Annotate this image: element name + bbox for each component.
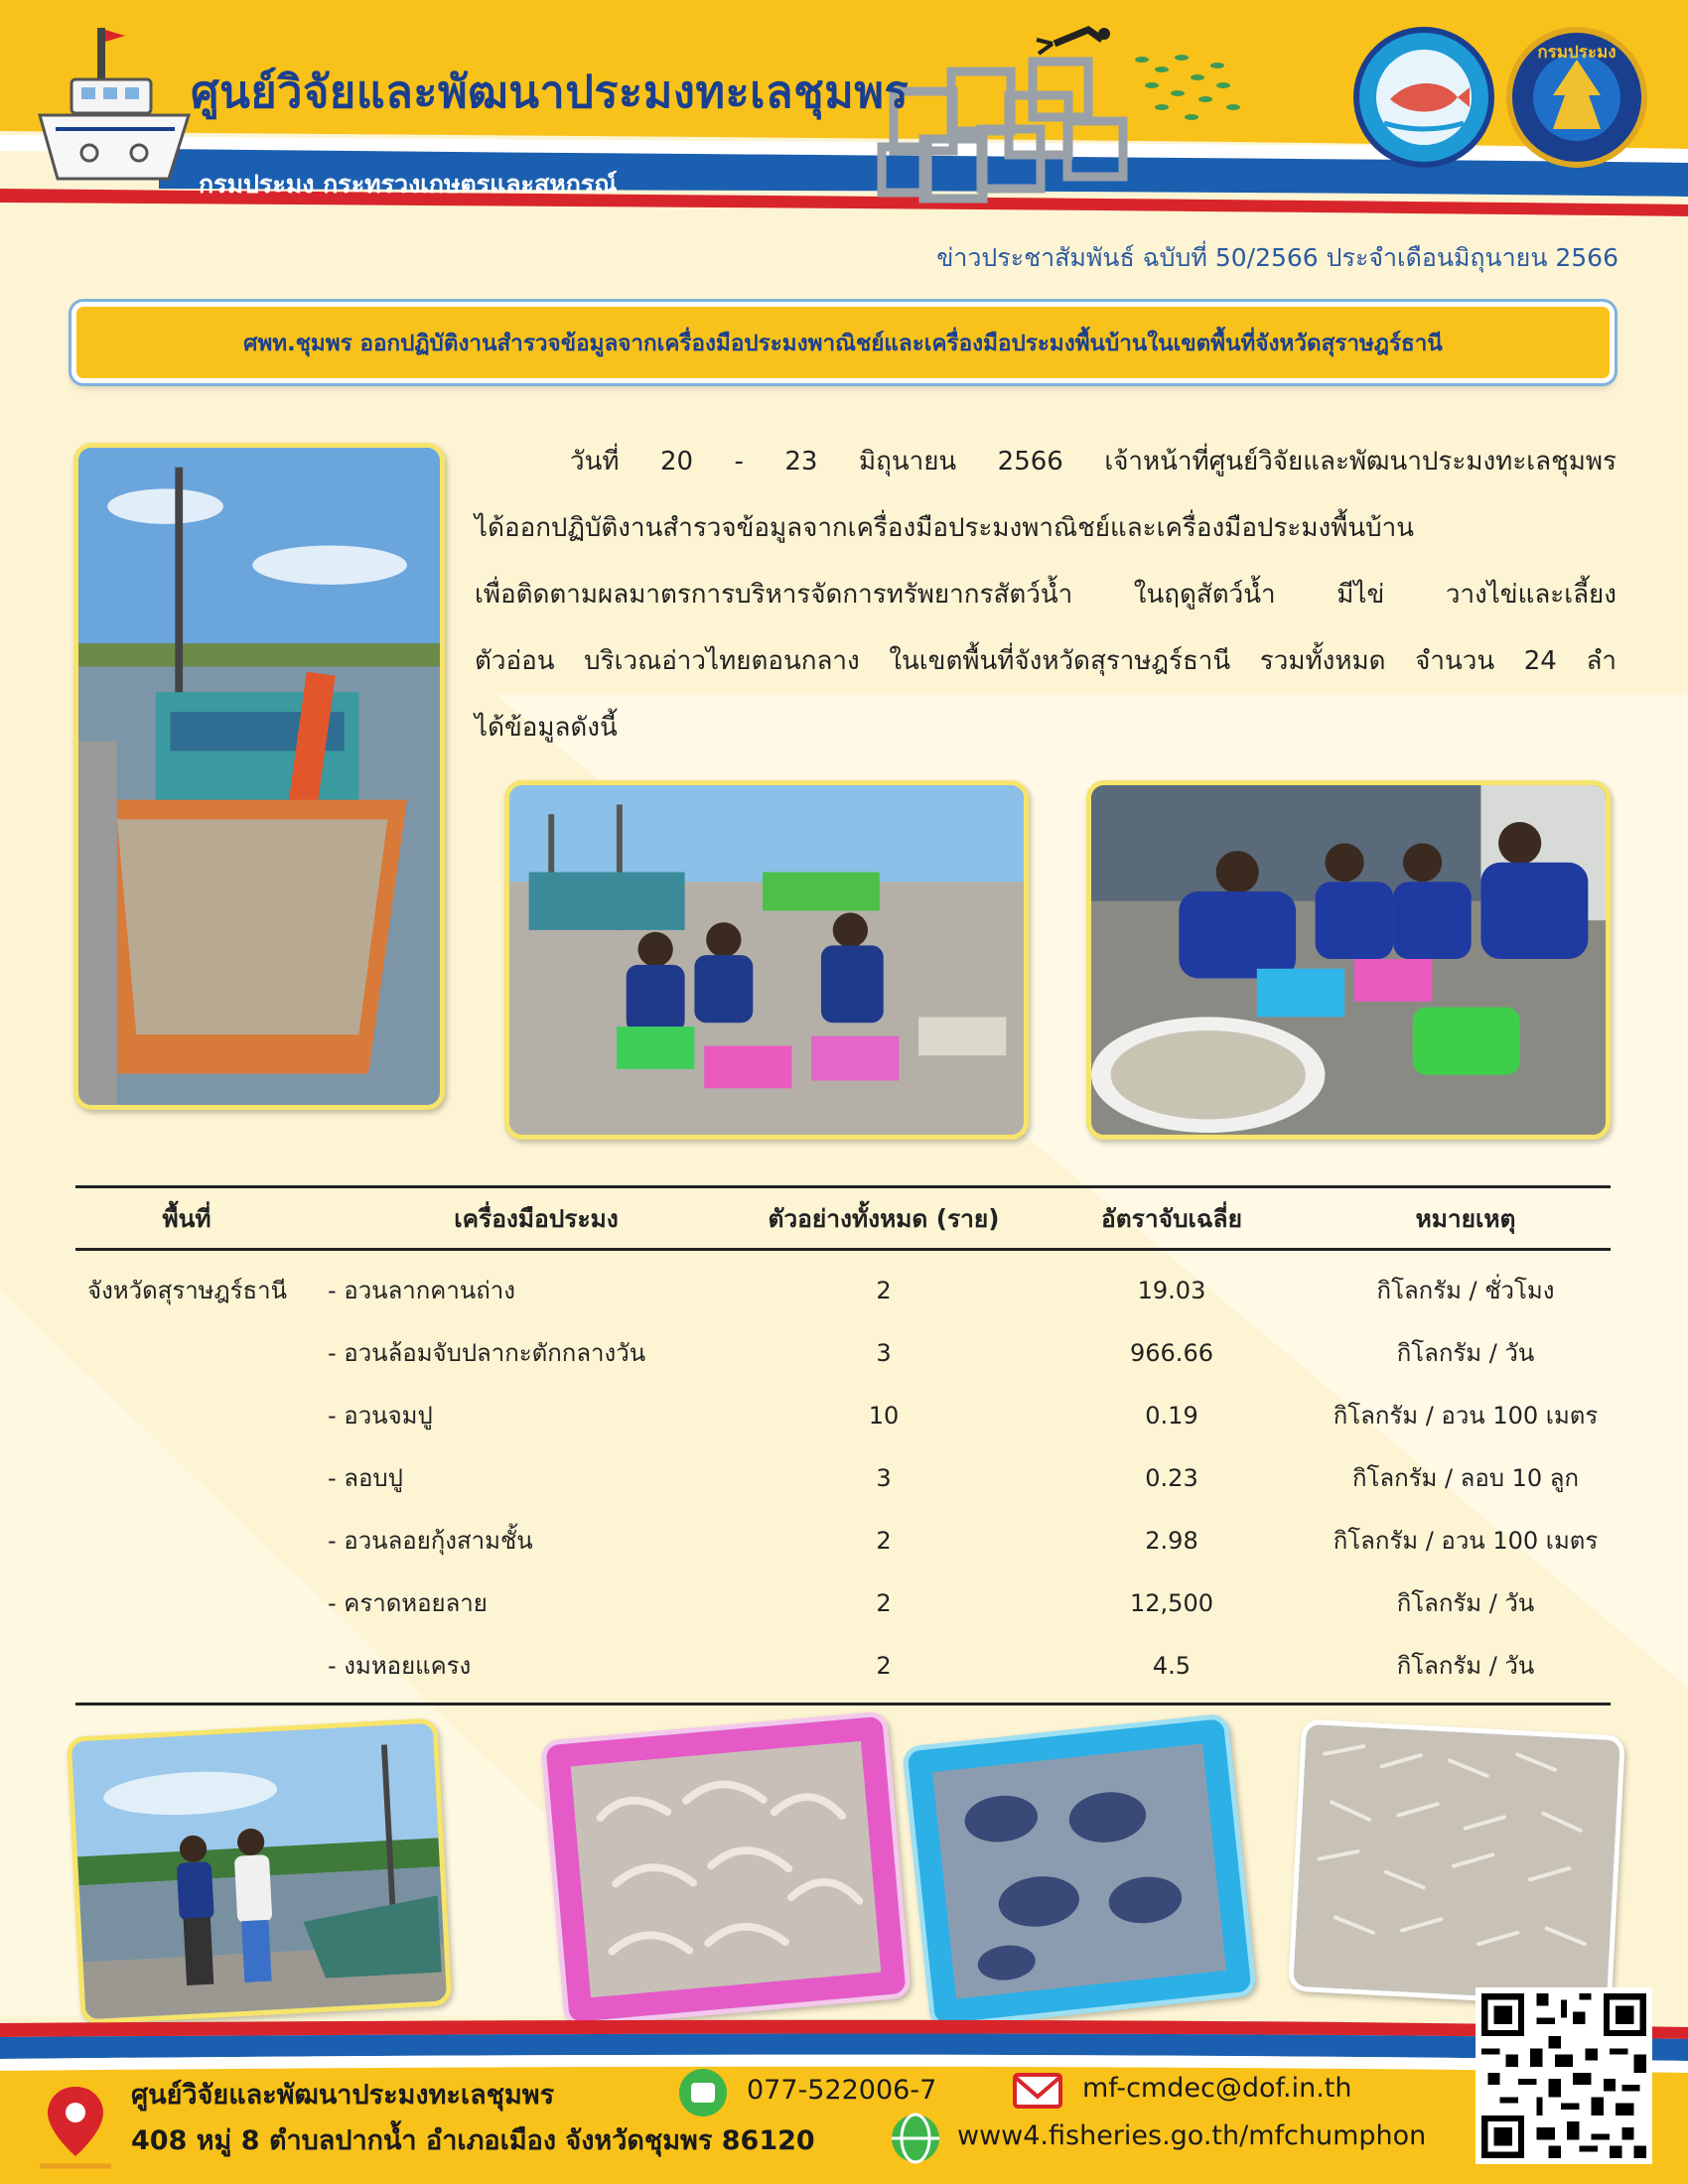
site-title: ศูนย์วิจัยและพัฒนาประมงทะเลชุมพร — [191, 66, 910, 118]
issue-line: ข่าวประชาสัมพันธ์ ฉบับที่ 50/2566 ประจำเดือนมิถุนายน 2566 — [936, 243, 1618, 272]
cell-rate: 0.23 — [1145, 1463, 1198, 1492]
cell-gear: - ลอบปู — [328, 1464, 403, 1492]
cell-rate: 0.19 — [1145, 1401, 1198, 1430]
photo-shrimp-basket — [540, 1710, 912, 2027]
table-row — [75, 1384, 1611, 1446]
body-line: ได้ออกปฏิบัติงานสำรวจข้อมูลจากเครื่องมือประมงพาณิชย์และเครื่องมือประมงพื้นบ้าน — [475, 513, 1414, 543]
table-row — [75, 1259, 1611, 1321]
footer-org: ศูนย์วิจัยและพัฒนาประมงทะเลชุมพร — [131, 2080, 555, 2111]
cell-note: กิโลกรัม / อวน 100 เมตร — [1333, 1527, 1599, 1555]
cell-gear: - อวนลอยกุ้งสามชั้น — [328, 1527, 533, 1555]
cell-samples: 3 — [876, 1463, 892, 1492]
page-footer — [0, 2017, 1688, 2184]
catch-data-table — [75, 1185, 1611, 1706]
cell-note: กิโลกรัม / ชั่วโมง — [1376, 1277, 1555, 1304]
photo-pier-interview — [67, 1717, 453, 2024]
photo-anchovy-catch — [1288, 1719, 1625, 2008]
header-area: พื้นที่ — [162, 1203, 211, 1233]
footer-address: 408 หมู่ 8 ตำบลปากน้ำ อำเภอเมือง จังหวัดชุมพร 86120 — [131, 2125, 815, 2156]
cell-rate: 12,500 — [1130, 1588, 1213, 1617]
cell-gear: - อวนลากคานถ่าง — [328, 1277, 515, 1304]
table-row — [75, 1634, 1611, 1697]
email-icon — [1015, 2075, 1060, 2107]
cell-samples: 2 — [876, 1588, 892, 1617]
cell-samples: 3 — [876, 1338, 892, 1367]
table-row — [75, 1446, 1611, 1509]
headline-box — [71, 302, 1615, 383]
table-row — [75, 1509, 1611, 1571]
ministry-subtitle: กรมประมง กระทรวงเกษตรและสหกรณ์ — [199, 170, 618, 199]
photo-fishing-boat — [73, 443, 445, 1110]
website-icon — [892, 2115, 939, 2162]
header-note: หมายเหตุ — [1415, 1203, 1516, 1233]
photo-crab-basket — [902, 1713, 1257, 2030]
body-line: เพื่อติดตามผลมาตรการบริหารจัดการทรัพยากรสัตว์น้ำ ในฤดูสัตว์น้ำ มีไข่ วางไข่และเลี้ยง — [475, 580, 1617, 610]
research-center-logo — [1356, 30, 1491, 165]
cell-gear: - อวนจมปู — [328, 1402, 433, 1430]
table-header-row — [75, 1188, 1611, 1248]
cell-samples: 2 — [876, 1526, 892, 1555]
body-line: วันที่ 20 - 23 มิถุนายน 2566 เจ้าหน้าที่ศูนย์วิจัยและพัฒนาประมงทะเลชุมพร — [570, 447, 1617, 477]
cell-rate: 2.98 — [1145, 1526, 1198, 1555]
header-rate: อัตราจับเฉลี่ย — [1101, 1203, 1242, 1233]
cell-note: กิโลกรัม / อวน 100 เมตร — [1333, 1402, 1599, 1430]
svg-text:กรมประมง: กรมประมง — [1537, 43, 1617, 63]
photo-staff-measuring-fish — [1086, 780, 1611, 1140]
page-header — [0, 0, 1688, 220]
table-row — [75, 1571, 1611, 1634]
cell-note: กิโลกรัม / วัน — [1396, 1652, 1535, 1680]
cell-gear: - คราดหอยลาย — [328, 1589, 488, 1617]
table-bottom-rule — [75, 1703, 1611, 1706]
headline-text: ศพท.ชุมพร ออกปฏิบัติงานสำรวจข้อมูลจากเครื่องมือประมงพาณิชย์และเครื่องมือประมงพื้นบ้านในเขตพื้นที่จังหวัดสุราษฎร์ธานี — [243, 331, 1443, 356]
footer-website[interactable]: www4.fisheries.go.th/mfchumphon — [957, 2120, 1427, 2151]
cell-rate: 966.66 — [1130, 1338, 1213, 1367]
cell-samples: 2 — [876, 1276, 892, 1304]
header-gear: เครื่องมือประมง — [454, 1203, 619, 1233]
cell-rate: 4.5 — [1152, 1651, 1192, 1680]
cell-samples: 10 — [868, 1401, 900, 1430]
cell-gear: - อวนล้อมจับปลากะตักกลางวัน — [328, 1339, 646, 1367]
cell-area: จังหวัดสุราษฎร์ธานี — [87, 1277, 288, 1304]
qr-code — [1476, 1987, 1652, 2164]
phone-icon — [679, 2069, 727, 2116]
department-of-fisheries-seal — [1509, 30, 1644, 165]
cell-rate: 19.03 — [1137, 1276, 1206, 1304]
table-row — [75, 1321, 1611, 1384]
cell-note: กิโลกรัม / วัน — [1396, 1589, 1535, 1617]
photo-staff-sorting-catch — [504, 780, 1029, 1140]
header-samples: ตัวอย่างทั้งหมด (ราย) — [768, 1203, 1000, 1233]
cell-note: กิโลกรัม / วัน — [1396, 1339, 1535, 1367]
cell-note: กิโลกรัม / ลอบ 10 ลูก — [1351, 1464, 1580, 1492]
cell-gear: - งมหอยแครง — [328, 1652, 472, 1680]
body-line: ได้ข้อมูลดังนี้ — [475, 713, 618, 743]
cell-samples: 2 — [876, 1651, 892, 1680]
body-line: ตัวอ่อน บริเวณอ่าวไทยตอนกลาง ในเขตพื้นที่จังหวัดสุราษฎร์ธานี รวมทั้งหมด จำนวน 24 ลำ — [475, 646, 1617, 676]
footer-phone: 077-522006-7 — [747, 2075, 937, 2106]
footer-email[interactable]: mf-cmdec@dof.in.th — [1082, 2073, 1352, 2104]
article-body — [475, 429, 1617, 761]
